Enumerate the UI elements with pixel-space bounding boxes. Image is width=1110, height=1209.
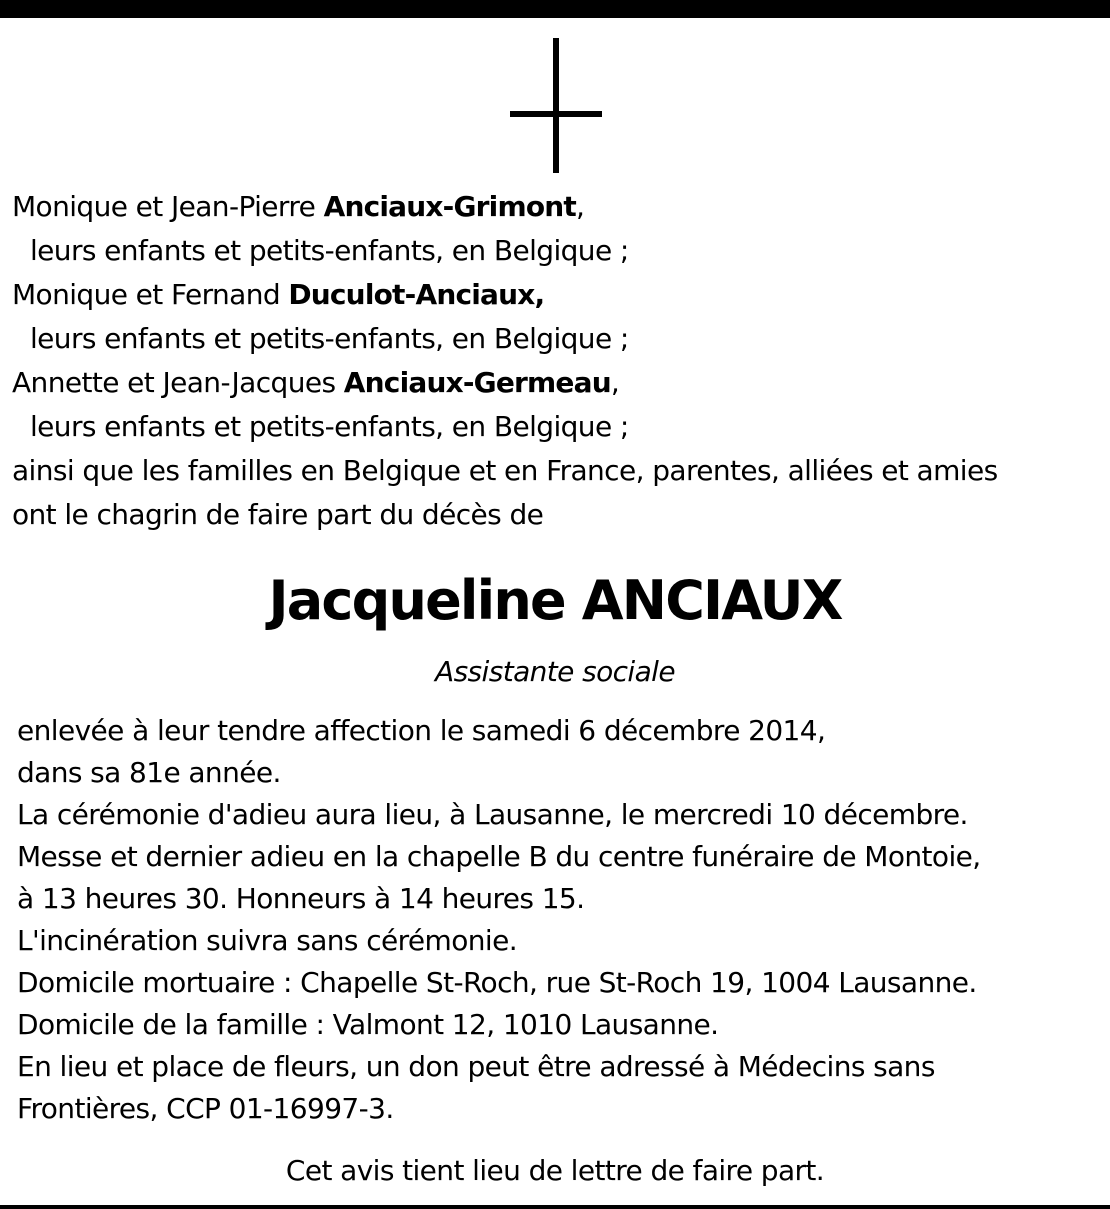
family-line-3 [12, 273, 544, 317]
family-line-2: leurs enfants et petits-enfants, en Belgique ; [30, 234, 629, 267]
body-line-4: Messe et dernier adieu en la chapelle B du centre funéraire de Montoie, [17, 840, 981, 873]
family-line-8: ont le chagrin de faire part du décès de [12, 498, 544, 531]
body-line-6: L'incinération suivra sans cérémonie. [17, 924, 518, 957]
body-line-8: Domicile de la famille : Valmont 12, 1010 Lausanne. [17, 1008, 719, 1041]
body-line-2: dans sa 81e année. [17, 756, 281, 789]
family-line-7: ainsi que les familles en Belgique et en France, parentes, alliées et amies [12, 454, 998, 487]
body-line-10: Frontières, CCP 01-16997-3. [17, 1092, 394, 1125]
family-line-5-prefix: Annette et Jean-Jacques [12, 366, 344, 399]
closing-note: Cet avis tient lieu de lettre de faire part. [285, 1154, 825, 1187]
top-border [0, 0, 1110, 18]
body-line-9: En lieu et place de fleurs, un don peut être adressé à Médecins sans [17, 1050, 935, 1083]
deceased-profession: Assistante sociale [435, 655, 675, 688]
family-name-duculot-anciaux: Duculot-Anciaux, [288, 278, 545, 311]
family-line-5 [12, 361, 619, 405]
bottom-border [0, 1205, 1110, 1209]
deceased-name: Jacqueline ANCIAUX [268, 569, 842, 632]
family-line-1-prefix: Monique et Jean-Pierre [12, 190, 324, 223]
family-line-4: leurs enfants et petits-enfants, en Belgique ; [30, 322, 629, 355]
body-line-5: à 13 heures 30. Honneurs à 14 heures 15. [17, 882, 585, 915]
family-name-anciaux-germeau: Anciaux-Germeau [343, 366, 611, 399]
family-line-6: leurs enfants et petits-enfants, en Belgique ; [30, 410, 629, 443]
family-line-5-suffix: , [610, 366, 620, 399]
cross-icon [510, 38, 602, 173]
family-line-1 [12, 185, 584, 229]
body-line-3: La cérémonie d'adieu aura lieu, à Lausanne, le mercredi 10 décembre. [17, 798, 968, 831]
family-line-1-suffix: , [576, 190, 585, 223]
family-name-anciaux-grimont: Anciaux-Grimont [323, 190, 577, 223]
family-line-3-prefix: Monique et Fernand [12, 278, 289, 311]
body-line-1: enlevée à leur tendre affection le samedi 6 décembre 2014, [17, 714, 826, 747]
body-line-7: Domicile mortuaire : Chapelle St-Roch, rue St-Roch 19, 1004 Lausanne. [17, 966, 977, 999]
